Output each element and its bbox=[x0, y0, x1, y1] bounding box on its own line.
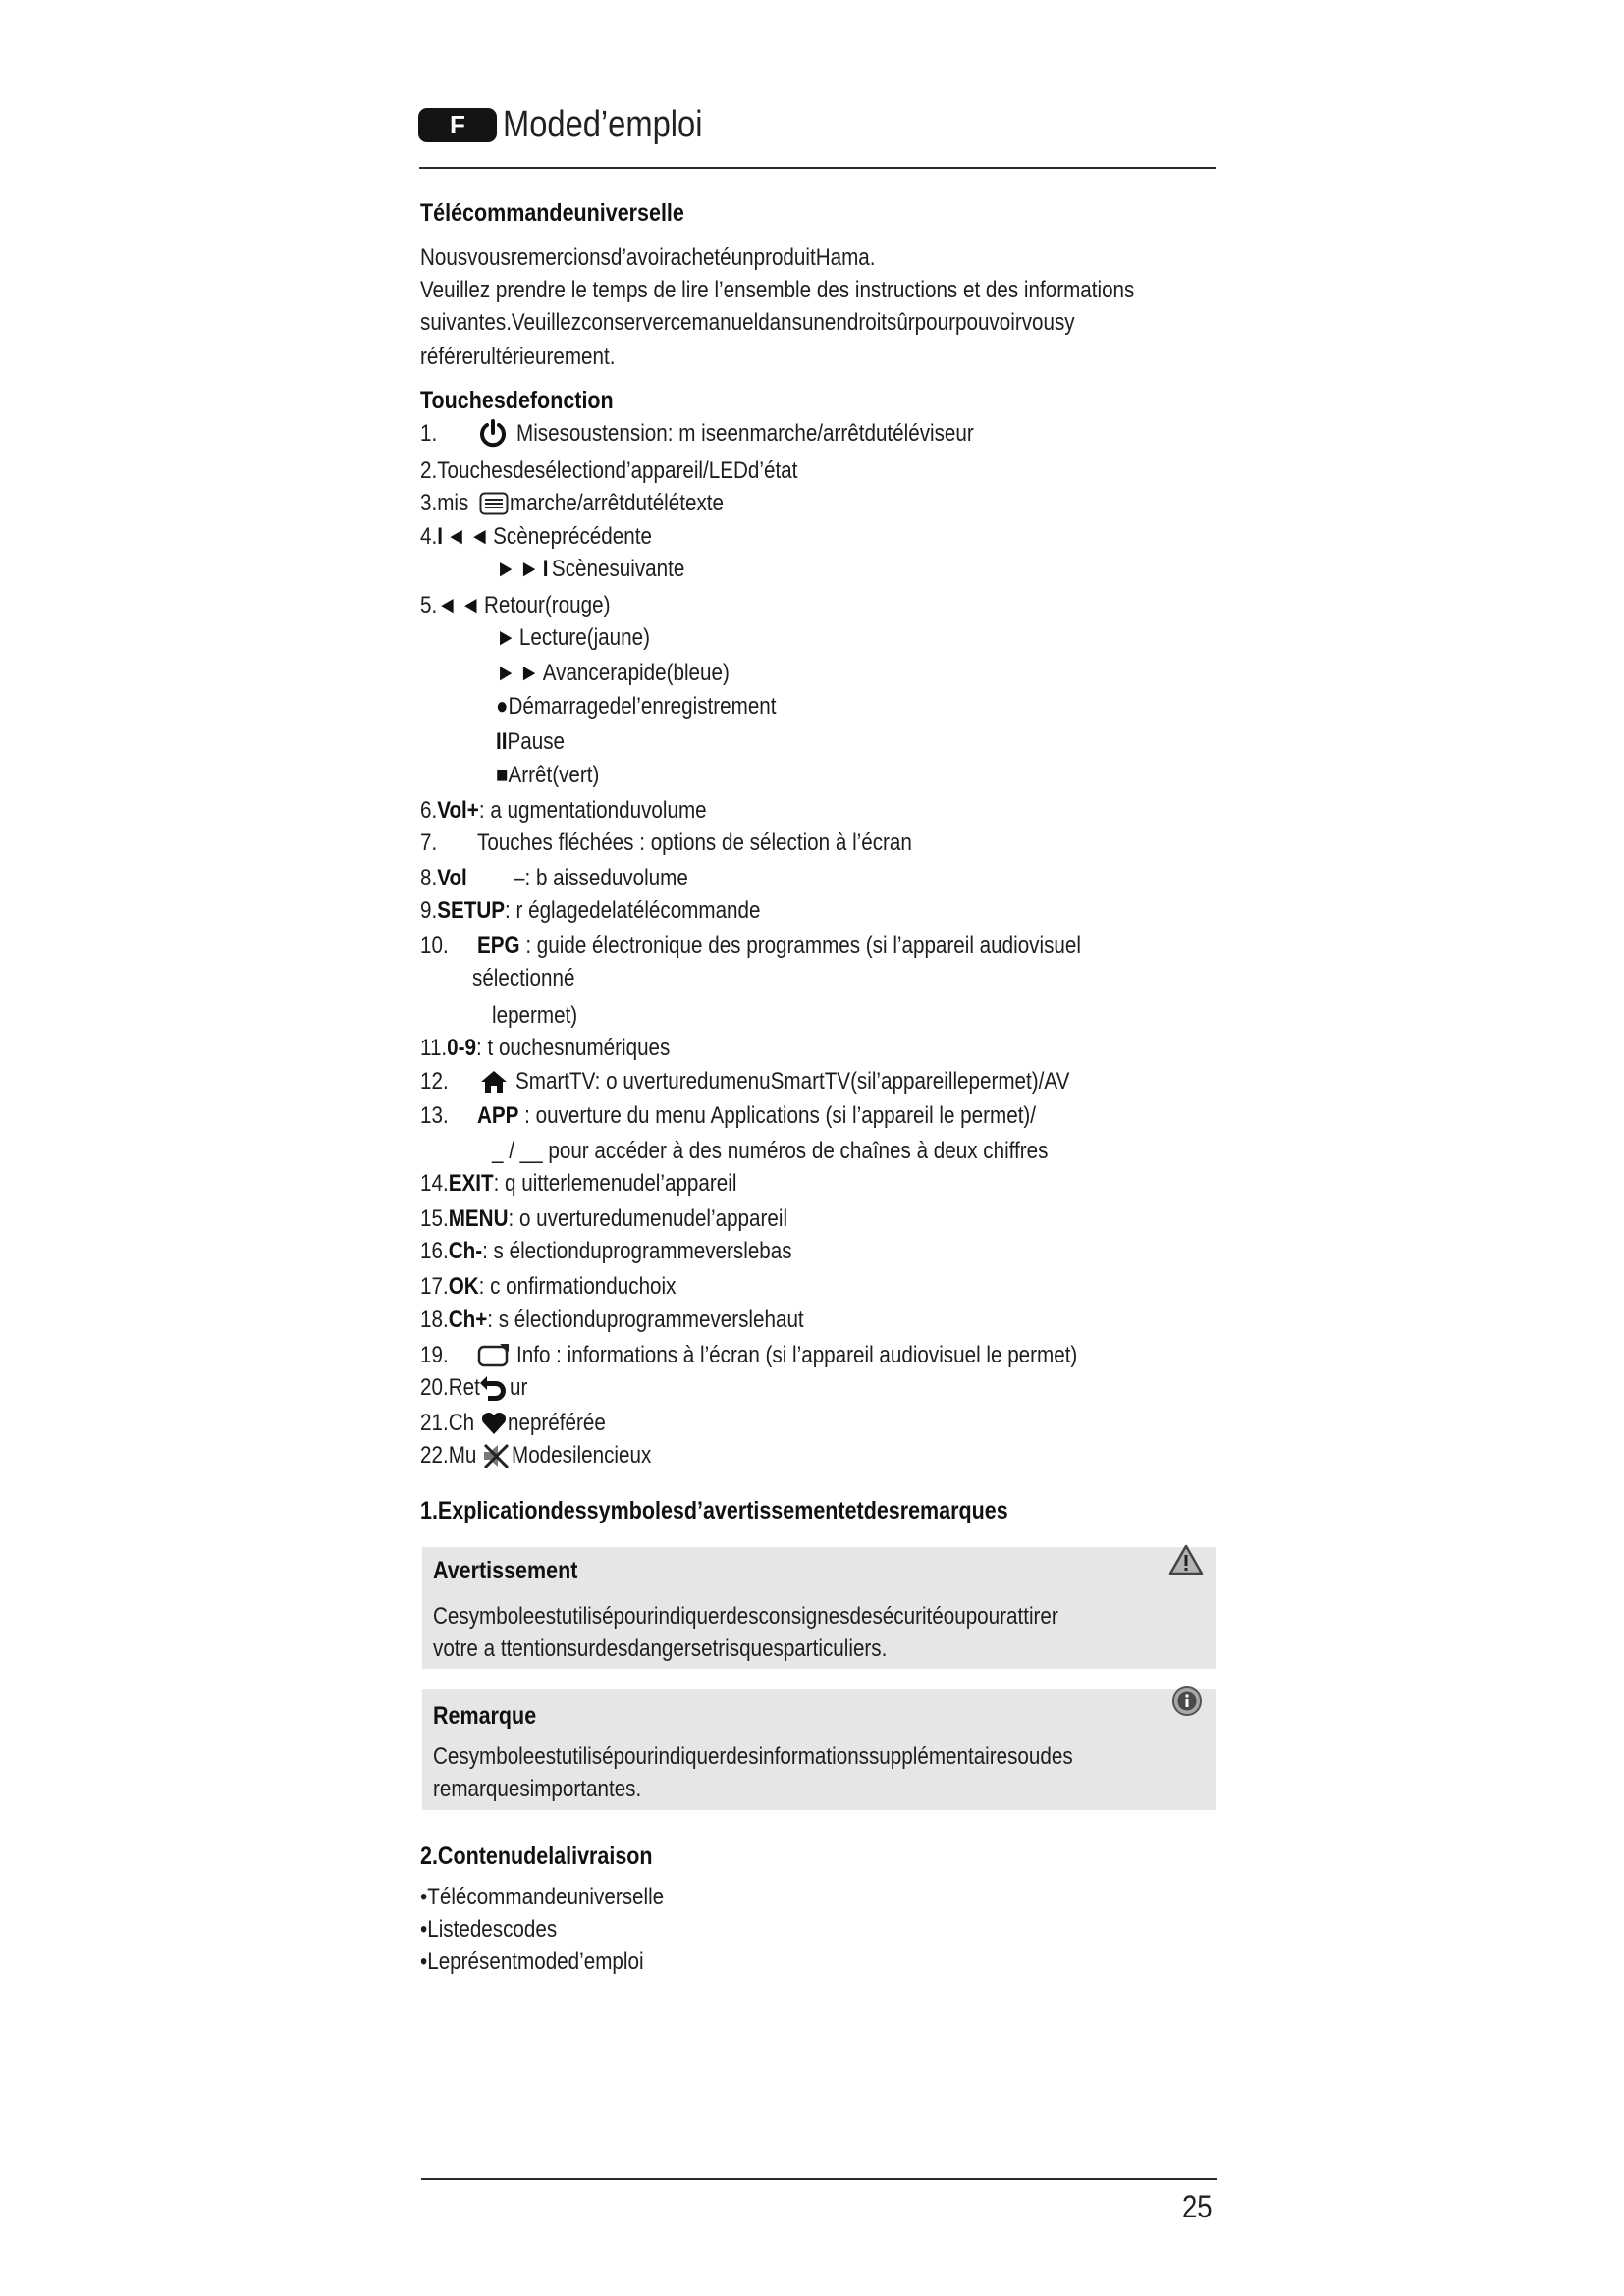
play-symbol: ► bbox=[496, 624, 519, 651]
key-item-9 bbox=[420, 896, 760, 926]
info-circle-icon bbox=[1171, 1685, 1203, 1717]
stop-symbol: ■ bbox=[496, 762, 509, 788]
language-badge: F bbox=[418, 108, 497, 142]
key-label: 0-9 bbox=[447, 1035, 477, 1061]
key-item-8 bbox=[420, 864, 467, 893]
delivery-list-item: •Leprésentmoded’emploi bbox=[420, 1949, 644, 1975]
key-item-14 bbox=[420, 1169, 736, 1199]
key-description: : a ugmentationduvolume bbox=[478, 797, 707, 824]
key-number: 17. bbox=[420, 1273, 449, 1300]
warning-text-line: votre a ttentionsurdesdangersetrisquesparticuliers. bbox=[433, 1635, 888, 1662]
pause-symbol: II bbox=[496, 728, 508, 755]
key-item-5-stop bbox=[496, 761, 599, 790]
key-item-18 bbox=[420, 1306, 804, 1335]
record-symbol: ● bbox=[496, 693, 509, 720]
key-label: EXIT bbox=[448, 1170, 494, 1197]
key-item-1-number: 1. bbox=[420, 420, 438, 447]
heart-icon bbox=[481, 1412, 507, 1435]
key-item-11 bbox=[420, 1034, 670, 1063]
key-description: : r églagedelatélécommande bbox=[505, 897, 761, 924]
key-item-7-number: 7. bbox=[420, 829, 438, 856]
key-number: 5. bbox=[420, 592, 438, 618]
key-description: : s électionduprogrammeverslebas bbox=[482, 1238, 792, 1264]
key-description: Avancerapide(bleue) bbox=[542, 660, 730, 686]
key-number: 9. bbox=[420, 897, 438, 924]
key-item-15 bbox=[420, 1204, 787, 1234]
key-item-22-text: Modesilencieux bbox=[512, 1442, 652, 1468]
key-item-21-text: nepréférée bbox=[508, 1410, 606, 1436]
key-item-17 bbox=[420, 1272, 676, 1302]
key-description: : q uitterlemenudel’appareil bbox=[493, 1170, 737, 1197]
key-description: : c onfirmationduchoix bbox=[478, 1273, 677, 1300]
key-number: 6. bbox=[420, 797, 438, 824]
key-number: 14. bbox=[420, 1170, 449, 1197]
key-item-8-text: –: b aisseduvolume bbox=[514, 865, 688, 891]
key-item-13-continuation: _ / __ pour accéder à des numéros de chaînes à deux chiffres bbox=[492, 1138, 1049, 1164]
return-icon bbox=[478, 1374, 508, 1402]
key-item-5 bbox=[420, 591, 610, 620]
key-item-10 bbox=[477, 932, 1081, 961]
page-number: 25 bbox=[1182, 2189, 1213, 2224]
key-item-10-continuation: lepermet) bbox=[492, 1002, 578, 1029]
key-item-10-number: 10. bbox=[420, 933, 449, 959]
home-icon bbox=[480, 1070, 508, 1094]
next-scene-symbol: ►►I bbox=[496, 556, 552, 582]
key-label: Ch+ bbox=[448, 1307, 488, 1333]
key-item-3-prefix: 3.mis bbox=[420, 490, 469, 516]
intro-line: Nousvousremercionsd’avoirachetéunproduitHama. bbox=[420, 244, 876, 271]
intro-title: Télécommandeuniverselle bbox=[420, 199, 684, 227]
key-item-2: 2.Touchesdesélectiond’appareil/LEDd’état bbox=[420, 457, 798, 484]
previous-scene-symbol: I◄◄ bbox=[437, 523, 494, 550]
key-item-13-number: 13. bbox=[420, 1102, 449, 1129]
teletext-icon bbox=[479, 492, 509, 515]
section-2-title: 2.Contenudelalivraison bbox=[420, 1842, 653, 1870]
key-description: Arrêt(vert) bbox=[508, 762, 600, 788]
key-item-5-forward bbox=[496, 659, 730, 688]
fast-forward-symbol: ►► bbox=[496, 660, 543, 686]
note-text-line: remarquesimportantes. bbox=[433, 1776, 642, 1802]
key-number: 11. bbox=[420, 1035, 448, 1061]
key-description: : t ouchesnumériques bbox=[476, 1035, 671, 1061]
key-item-1-text: Misesoustension: m iseenmarche/arrêtdutéléviseur bbox=[516, 420, 974, 447]
rewind-symbol: ◄◄ bbox=[437, 592, 484, 618]
key-label: EPG bbox=[477, 933, 520, 959]
note-text-line: Cesymboleestutilisépourindiquerdesinformationssupplémentairesoudes bbox=[433, 1743, 1073, 1770]
key-description: : o uverturedumenudel’appareil bbox=[508, 1205, 788, 1232]
key-label: Ch- bbox=[448, 1238, 483, 1264]
key-label: Vol bbox=[437, 865, 467, 891]
key-item-16 bbox=[420, 1237, 792, 1266]
key-item-10-continuation: sélectionné bbox=[472, 965, 575, 991]
key-item-3-text: marche/arrêtdutélétexte bbox=[510, 490, 724, 516]
key-description: Scènesuivante bbox=[551, 556, 685, 582]
section-1-title: 1.Explicationdessymbolesd’avertissementetdesremarques bbox=[420, 1497, 1008, 1524]
key-number: 18. bbox=[420, 1307, 449, 1333]
key-item-4-next bbox=[496, 555, 684, 584]
key-item-19-number: 19. bbox=[420, 1342, 449, 1368]
key-number: 16. bbox=[420, 1238, 449, 1264]
function-keys-title: Touchesdefonction bbox=[420, 387, 614, 414]
info-screen-icon bbox=[477, 1343, 511, 1368]
key-item-19-text: Info : informations à l’écran (si l’appareil audiovisuel le permet) bbox=[516, 1342, 1078, 1368]
key-description: : ouverture du menu Applications (si l’appareil le permet)/ bbox=[518, 1102, 1037, 1129]
key-description: : s électionduprogrammeverslehaut bbox=[487, 1307, 804, 1333]
key-label: SETUP bbox=[437, 897, 506, 924]
key-number: 4. bbox=[420, 523, 438, 550]
key-label: Vol+ bbox=[437, 797, 479, 824]
power-icon bbox=[477, 418, 509, 450]
key-item-7-text: Touches fléchées : options de sélection à l’écran bbox=[477, 829, 912, 856]
key-description: Démarragedel’enregistrement bbox=[508, 693, 777, 720]
key-item-13 bbox=[477, 1101, 1036, 1131]
mute-icon bbox=[481, 1442, 511, 1469]
delivery-list-item: •Listedescodes bbox=[420, 1916, 558, 1943]
warning-title: Avertissement bbox=[433, 1557, 578, 1584]
key-item-5-play bbox=[496, 623, 650, 653]
header-rule bbox=[419, 167, 1216, 169]
key-description: Retour(rouge) bbox=[483, 592, 611, 618]
key-number: 8. bbox=[420, 865, 438, 891]
key-item-20-prefix: 20.Ret bbox=[420, 1374, 480, 1401]
intro-line: suivantes.Veuillezconservercemanueldansunendroitsûrpourpouvoirvousy bbox=[420, 309, 1075, 336]
note-title: Remarque bbox=[433, 1702, 537, 1730]
key-description: Lecture(jaune) bbox=[518, 624, 650, 651]
key-label: MENU bbox=[448, 1205, 509, 1232]
warning-text-line: Cesymboleestutilisépourindiquerdesconsignesdesécuritéoupourattirer bbox=[433, 1603, 1058, 1629]
delivery-list-item: •Télécommandeuniverselle bbox=[420, 1884, 665, 1910]
key-item-4 bbox=[420, 522, 652, 552]
key-item-20-text: ur bbox=[510, 1374, 528, 1401]
key-item-21-prefix: 21.Ch bbox=[420, 1410, 475, 1436]
footer-rule bbox=[421, 2178, 1217, 2180]
key-item-6 bbox=[420, 796, 707, 826]
key-description: Pause bbox=[507, 728, 566, 755]
warning-triangle-icon bbox=[1168, 1544, 1204, 1575]
key-item-12-number: 12. bbox=[420, 1068, 449, 1095]
key-item-5-pause bbox=[496, 727, 565, 757]
key-description: Scèneprécédente bbox=[493, 523, 652, 550]
key-description: : guide électronique des programmes (si l’appareil audiovisuel bbox=[519, 933, 1081, 959]
key-item-12-text: SmartTV: o uverturedumenuSmartTV(sil’appareillepermet)/AV bbox=[515, 1068, 1070, 1095]
key-item-5-record bbox=[496, 692, 777, 721]
intro-line: référerultérieurement. bbox=[420, 344, 616, 370]
key-item-22-prefix: 22.Mu bbox=[420, 1442, 477, 1468]
intro-line: Veuillez prendre le temps de lire l’ensemble des instructions et des informations bbox=[420, 277, 1135, 303]
key-label: APP bbox=[477, 1102, 519, 1129]
header-title: Moded’emploi bbox=[503, 104, 703, 145]
key-number: 15. bbox=[420, 1205, 449, 1232]
key-label: OK bbox=[448, 1273, 479, 1300]
